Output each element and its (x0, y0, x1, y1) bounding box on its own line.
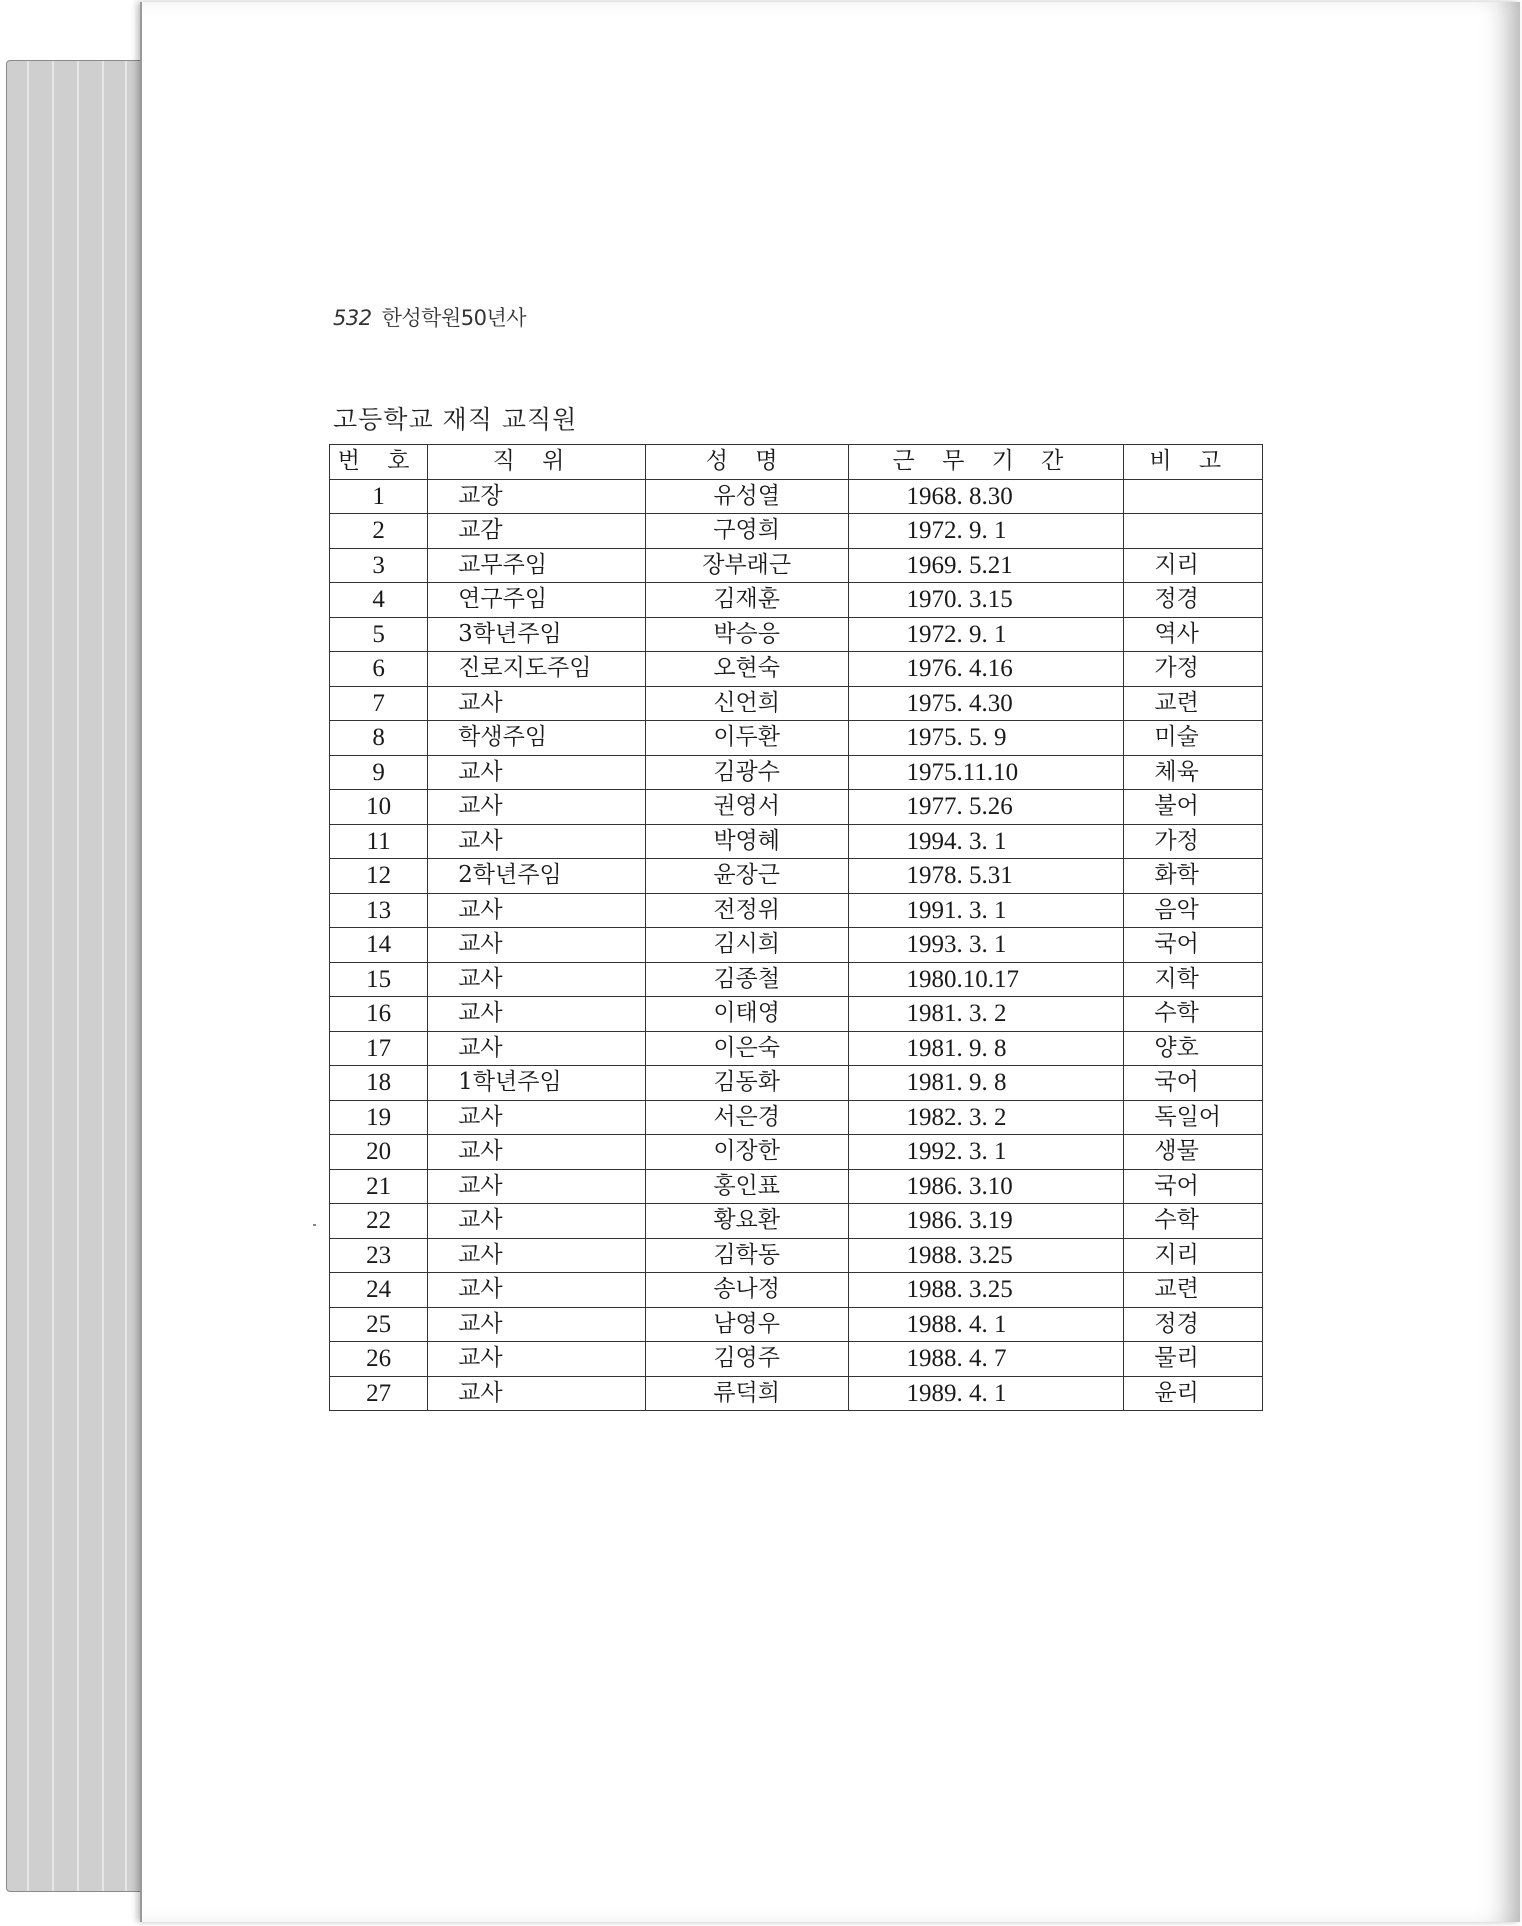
cell-position: 교사 (428, 1100, 646, 1135)
cell-note: 역사 (1124, 617, 1263, 652)
table-row (330, 1100, 1263, 1135)
table-row (330, 1307, 1263, 1342)
cell-number: 20 (330, 1135, 428, 1170)
cell-note: 화학 (1124, 859, 1263, 894)
cell-position: 교장 (428, 479, 646, 514)
cell-number: 26 (330, 1342, 428, 1377)
cell-name: 김학동 (645, 1238, 848, 1273)
table-row (330, 1238, 1263, 1273)
cell-period: 1975.11.10 (848, 755, 1124, 790)
table-row (330, 1135, 1263, 1170)
table-row (330, 1066, 1263, 1101)
table-row (330, 1169, 1263, 1204)
cell-number: 17 (330, 1031, 428, 1066)
cell-position: 교사 (428, 1204, 646, 1239)
cell-number: 4 (330, 583, 428, 618)
cell-number: 3 (330, 548, 428, 583)
cell-period: 1972. 9. 1 (848, 514, 1124, 549)
cell-number: 23 (330, 1238, 428, 1273)
table-header-row (330, 445, 1263, 480)
cell-position: 2학년주임 (428, 859, 646, 894)
cell-note: 독일어 (1124, 1100, 1263, 1135)
cell-name: 박승응 (645, 617, 848, 652)
cell-number: 18 (330, 1066, 428, 1101)
cell-number: 25 (330, 1307, 428, 1342)
cell-period: 1989. 4. 1 (848, 1376, 1124, 1411)
cell-position: 연구주임 (428, 583, 646, 618)
table-row (330, 583, 1263, 618)
cell-period: 1982. 3. 2 (848, 1100, 1124, 1135)
cell-name: 김시희 (645, 928, 848, 963)
cell-period: 1981. 9. 8 (848, 1031, 1124, 1066)
cell-note: 수학 (1124, 1204, 1263, 1239)
cell-number: 10 (330, 790, 428, 825)
cell-name: 홍인표 (645, 1169, 848, 1204)
cell-number: 9 (330, 755, 428, 790)
cell-note: 생물 (1124, 1135, 1263, 1170)
table-row (330, 962, 1263, 997)
cell-number: 12 (330, 859, 428, 894)
cell-period: 1986. 3.19 (848, 1204, 1124, 1239)
cell-name: 송나정 (645, 1273, 848, 1308)
cell-number: 16 (330, 997, 428, 1032)
table-row (330, 479, 1263, 514)
scan-speck (313, 1224, 316, 1226)
cell-period: 1988. 3.25 (848, 1238, 1124, 1273)
table-row (330, 790, 1263, 825)
cell-number: 19 (330, 1100, 428, 1135)
table-row (330, 652, 1263, 687)
cell-note: 가정 (1124, 824, 1263, 859)
cell-number: 7 (330, 686, 428, 721)
cell-note: 정경 (1124, 1307, 1263, 1342)
cell-number: 2 (330, 514, 428, 549)
table-row (330, 1031, 1263, 1066)
header-period: 근 무 기 간 (848, 445, 1124, 480)
cell-note: 수학 (1124, 997, 1263, 1032)
table-row (330, 859, 1263, 894)
cell-position: 1학년주임 (428, 1066, 646, 1101)
cell-note: 물리 (1124, 1342, 1263, 1377)
cell-note: 국어 (1124, 1169, 1263, 1204)
cell-period: 1981. 3. 2 (848, 997, 1124, 1032)
cell-number: 22 (330, 1204, 428, 1239)
header-number: 번 호 (330, 445, 428, 480)
cell-number: 14 (330, 928, 428, 963)
cell-period: 1991. 3. 1 (848, 893, 1124, 928)
cell-note: 교련 (1124, 686, 1263, 721)
cell-name: 윤장근 (645, 859, 848, 894)
staff-table (329, 444, 1263, 1411)
cell-position: 교사 (428, 686, 646, 721)
cell-name: 김종철 (645, 962, 848, 997)
cell-note: 체육 (1124, 755, 1263, 790)
cell-period: 1994. 3. 1 (848, 824, 1124, 859)
page-number: 532 (333, 306, 372, 330)
table-row (330, 548, 1263, 583)
cell-period: 1988. 4. 7 (848, 1342, 1124, 1377)
cell-note: 윤리 (1124, 1376, 1263, 1411)
cell-note (1124, 514, 1263, 549)
cell-position: 교사 (428, 997, 646, 1032)
cell-position: 교사 (428, 893, 646, 928)
cell-name: 장부래근 (645, 548, 848, 583)
cell-position: 진로지도주임 (428, 652, 646, 687)
cell-period: 1975. 4.30 (848, 686, 1124, 721)
cell-number: 13 (330, 893, 428, 928)
cell-period: 1988. 4. 1 (848, 1307, 1124, 1342)
header-name: 성 명 (645, 445, 848, 480)
cell-note (1124, 479, 1263, 514)
cell-period: 1992. 3. 1 (848, 1135, 1124, 1170)
cell-note: 정경 (1124, 583, 1263, 618)
page-stack-edges (6, 60, 158, 1892)
cell-period: 1978. 5.31 (848, 859, 1124, 894)
table-body (330, 479, 1263, 1411)
table-row (330, 997, 1263, 1032)
cell-position: 3학년주임 (428, 617, 646, 652)
table-row (330, 1204, 1263, 1239)
table-row (330, 617, 1263, 652)
cell-note: 지리 (1124, 548, 1263, 583)
cell-note: 양호 (1124, 1031, 1263, 1066)
cell-name: 이두환 (645, 721, 848, 756)
cell-name: 구영희 (645, 514, 848, 549)
cell-period: 1993. 3. 1 (848, 928, 1124, 963)
cell-position: 교사 (428, 755, 646, 790)
cell-name: 오현숙 (645, 652, 848, 687)
book-title: 한성학원50년사 (381, 306, 527, 330)
cell-name: 남영우 (645, 1307, 848, 1342)
header-position: 직 위 (428, 445, 646, 480)
cell-position: 교사 (428, 928, 646, 963)
cell-number: 1 (330, 479, 428, 514)
cell-name: 김재훈 (645, 583, 848, 618)
cell-name: 이은숙 (645, 1031, 848, 1066)
cell-note: 지학 (1124, 962, 1263, 997)
cell-period: 1977. 5.26 (848, 790, 1124, 825)
table-row (330, 721, 1263, 756)
cell-number: 21 (330, 1169, 428, 1204)
cell-name: 신언희 (645, 686, 848, 721)
cell-position: 교사 (428, 1169, 646, 1204)
cell-position: 교사 (428, 962, 646, 997)
cell-note: 음악 (1124, 893, 1263, 928)
cell-note: 지리 (1124, 1238, 1263, 1273)
table-row (330, 893, 1263, 928)
cell-position: 학생주임 (428, 721, 646, 756)
cell-period: 1970. 3.15 (848, 583, 1124, 618)
table-row (330, 1273, 1263, 1308)
cell-number: 24 (330, 1273, 428, 1308)
cell-name: 류덕희 (645, 1376, 848, 1411)
cell-position: 교사 (428, 824, 646, 859)
cell-position: 교사 (428, 1238, 646, 1273)
cell-position: 교사 (428, 1342, 646, 1377)
cell-note: 미술 (1124, 721, 1263, 756)
cell-note: 불어 (1124, 790, 1263, 825)
cell-number: 27 (330, 1376, 428, 1411)
cell-position: 교감 (428, 514, 646, 549)
cell-note: 국어 (1124, 928, 1263, 963)
cell-name: 박영혜 (645, 824, 848, 859)
table-row (330, 824, 1263, 859)
cell-note: 가정 (1124, 652, 1263, 687)
header-note: 비 고 (1124, 445, 1263, 480)
cell-period: 1980.10.17 (848, 962, 1124, 997)
cell-name: 김영주 (645, 1342, 848, 1377)
cell-position: 교사 (428, 1376, 646, 1411)
cell-position: 교사 (428, 1273, 646, 1308)
cell-period: 1969. 5.21 (848, 548, 1124, 583)
cell-note: 국어 (1124, 1066, 1263, 1101)
cell-name: 황요환 (645, 1204, 848, 1239)
cell-position: 교사 (428, 1307, 646, 1342)
cell-note: 교련 (1124, 1273, 1263, 1308)
running-head (333, 302, 526, 332)
table-row (330, 755, 1263, 790)
cell-period: 1988. 3.25 (848, 1273, 1124, 1308)
table-row (330, 686, 1263, 721)
cell-period: 1976. 4.16 (848, 652, 1124, 687)
cell-name: 이장한 (645, 1135, 848, 1170)
cell-position: 교사 (428, 1135, 646, 1170)
table-row (330, 514, 1263, 549)
cell-name: 김광수 (645, 755, 848, 790)
cell-name: 서은경 (645, 1100, 848, 1135)
table-title: 고등학교 재직 교직원 (333, 405, 578, 434)
cell-number: 8 (330, 721, 428, 756)
cell-number: 15 (330, 962, 428, 997)
cell-name: 전정위 (645, 893, 848, 928)
cell-number: 5 (330, 617, 428, 652)
cell-number: 11 (330, 824, 428, 859)
cell-name: 이태영 (645, 997, 848, 1032)
table-row (330, 928, 1263, 963)
cell-period: 1975. 5. 9 (848, 721, 1124, 756)
cell-position: 교사 (428, 790, 646, 825)
cell-period: 1968. 8.30 (848, 479, 1124, 514)
table-row (330, 1342, 1263, 1377)
cell-period: 1972. 9. 1 (848, 617, 1124, 652)
cell-period: 1981. 9. 8 (848, 1066, 1124, 1101)
cell-position: 교무주임 (428, 548, 646, 583)
cell-position: 교사 (428, 1031, 646, 1066)
cell-number: 6 (330, 652, 428, 687)
cell-name: 권영서 (645, 790, 848, 825)
table-row (330, 1376, 1263, 1411)
cell-name: 김동화 (645, 1066, 848, 1101)
cell-name: 유성열 (645, 479, 848, 514)
cell-period: 1986. 3.10 (848, 1169, 1124, 1204)
